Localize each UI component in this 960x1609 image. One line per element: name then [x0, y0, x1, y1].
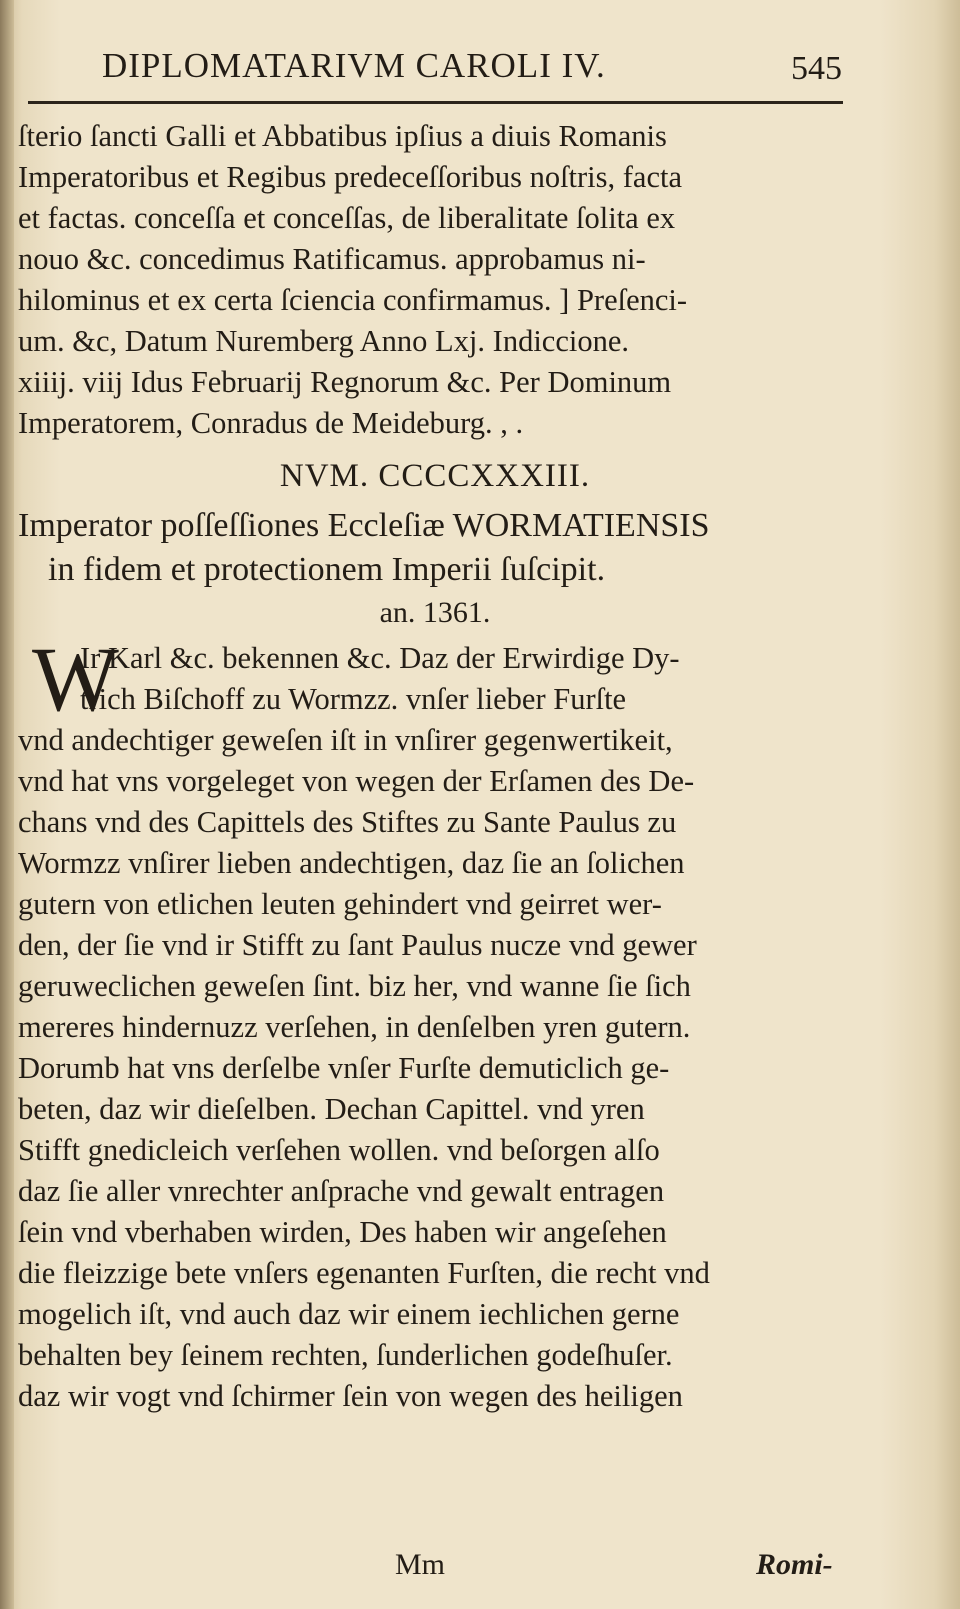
text-line: um. &c, Datum Nuremberg Anno Lxj. Indiccione.	[18, 324, 629, 358]
text-line: gutern von etlichen leuten gehindert vnd geirret wer-	[18, 887, 662, 921]
text-line: daz ſie aller vnrechter anſprache vnd gewalt entragen	[18, 1174, 665, 1208]
text-line: Stifft gnedicleich verſehen wollen. vnd beſorgen alſo	[18, 1133, 660, 1167]
header-rule	[28, 101, 843, 104]
text-line: daz wir vogt vnd ſchirmer ſein von wegen des heiligen	[18, 1379, 683, 1413]
page-number: 545	[791, 50, 842, 87]
document-date: an. 1361.	[379, 596, 491, 629]
text-line: nouo &c. concedimus Ratificamus. approbamus ni-	[18, 242, 646, 276]
text-line: ſterio ſancti Galli et Abbatibus ipſius a diuis Romanis	[18, 119, 667, 153]
catchword: Romi-	[756, 1548, 833, 1581]
document-number: NVM. CCCCXXXIII.	[279, 458, 591, 494]
text-line: behalten bey ſeinem rechten, ſunderlichen godeſhuſer.	[18, 1338, 673, 1372]
text-line: geruweclichen geweſen ſint. biz her, vnd wanne ſie ſich	[18, 969, 691, 1003]
text-line: Imperatorem, Conradus de Meideburg. , .	[18, 406, 524, 440]
text-line: mogelich iſt, vnd auch daz wir einem iechlichen gerne	[18, 1297, 680, 1331]
signature-mark: Mm	[395, 1548, 446, 1581]
text-line: vnd hat vns vorgeleget von wegen der Erſamen des De-	[18, 764, 695, 798]
document-body	[18, 628, 852, 1417]
text-line: et factas. conceſſa et conceſſas, de liberalitate ſolita ex	[18, 201, 676, 235]
page-header	[102, 44, 842, 96]
page-footer	[0, 1548, 960, 1588]
text-block	[18, 116, 852, 1417]
page-gutter	[0, 0, 14, 1609]
text-line: ſein vnd vberhaben wirden, Des haben wir angeſehen	[18, 1215, 667, 1249]
drop-cap: W	[32, 628, 119, 730]
text-line: chans vnd des Capittels des Stiftes zu Sante Paulus zu	[18, 805, 677, 839]
text-line: Wormzz vnſirer lieben andechtigen, daz ſie an ſolichen	[18, 846, 685, 880]
second-line-text: trich Biſchoff zu Wormzz. vnſer lieber Furſte	[80, 682, 627, 716]
text-line: Dorumb hat vns derſelbe vnſer Furſte demuticlich ge-	[18, 1051, 670, 1085]
text-line: beten, daz wir dieſelben. Dechan Capittel. vnd yren	[18, 1092, 645, 1126]
text-line: vnd andechtiger geweſen iſt in vnſirer gegenwertikeit,	[18, 723, 673, 757]
text-line: hilominus et ex certa ſciencia confirmamus. ] Preſenci-	[18, 283, 688, 317]
text-line: Imperatoribus et Regibus predeceſſoribus noſtris, facta	[18, 160, 683, 194]
document-heading-line-2: in fidem et protectionem Imperii ſuſcipit.	[48, 551, 606, 588]
continued-paragraph	[18, 116, 852, 444]
text-line: die fleizzige bete vnſers egenanten Furſten, die recht vnd	[18, 1256, 710, 1290]
document-heading-line-1: Imperator poſſeſſiones Eccleſiæ WORMATIENSIS	[18, 507, 710, 544]
text-line: den, der ſie vnd ir Stifft zu ſant Paulus nucze vnd gewer	[18, 928, 697, 962]
text-line: xiiij. viij Idus Februarij Regnorum &c. Per Dominum	[18, 365, 672, 399]
text-line: mereres hindernuzz verſehen, in denſelben yren gutern.	[18, 1010, 691, 1044]
first-line-text: Ir Karl &c. bekennen &c. Daz der Erwirdige Dy-	[80, 641, 680, 675]
running-title: DIPLOMATARIVM CAROLI IV.	[102, 46, 606, 85]
